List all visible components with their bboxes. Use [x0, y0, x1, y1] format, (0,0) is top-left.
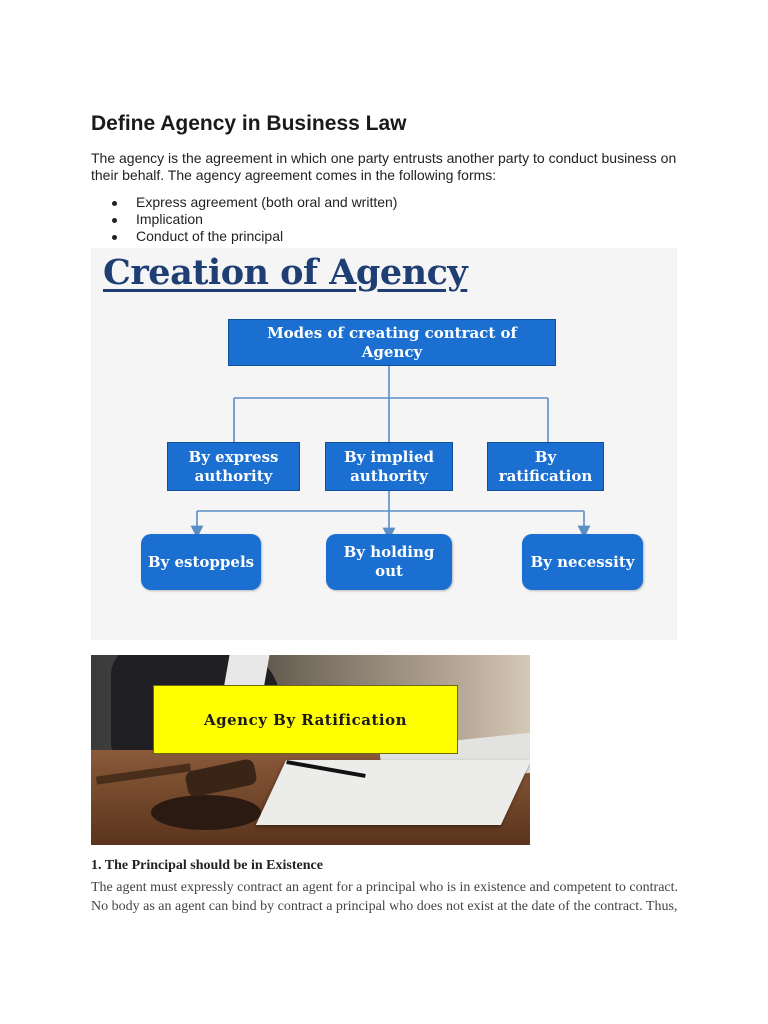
page-title: Define Agency in Business Law [91, 112, 407, 135]
section-heading: 1. The Principal should be in Existence [91, 858, 323, 873]
implied-authority-box: By implied authority [325, 442, 453, 491]
list-item [91, 228, 397, 245]
bullet-icon [112, 235, 117, 240]
list-item-text: Express agreement (both oral and written) [136, 194, 398, 210]
root-mode-box: Modes of creating contract of Agency [228, 319, 556, 366]
diagram-title: Creation of Agency [103, 252, 468, 293]
creation-of-agency-diagram [91, 248, 677, 640]
list-item [91, 211, 397, 228]
section-body [91, 878, 691, 916]
list-item-text: Implication [136, 211, 203, 227]
estoppels-box: By estoppels [141, 534, 261, 590]
body-line: The agent must expressly contract an agent for a principal who is in existence and competent to contract. [91, 880, 679, 895]
body-line: No body as an agent can bind by contract a principal who does not exist at the date of the contract. Thus, [91, 899, 678, 914]
intro-paragraph: The agency is the agreement in which one party entrusts another party to conduct business on their behalf. The agency agreement comes in the following forms: [91, 150, 677, 183]
list-item-text: Conduct of the principal [136, 228, 284, 244]
gavel-base [151, 795, 261, 830]
gavel-photo [91, 655, 530, 845]
bullet-icon [112, 201, 117, 206]
holding-out-box: By holding out [326, 534, 452, 590]
ratification-box: By ratification [487, 442, 604, 491]
forms-list [91, 194, 397, 245]
list-item [91, 194, 397, 211]
ratification-banner: Agency By Ratification [153, 685, 458, 754]
express-authority-box: By express authority [167, 442, 300, 491]
paper-sheet [256, 760, 530, 825]
bullet-icon [112, 218, 117, 223]
necessity-box: By necessity [522, 534, 643, 590]
